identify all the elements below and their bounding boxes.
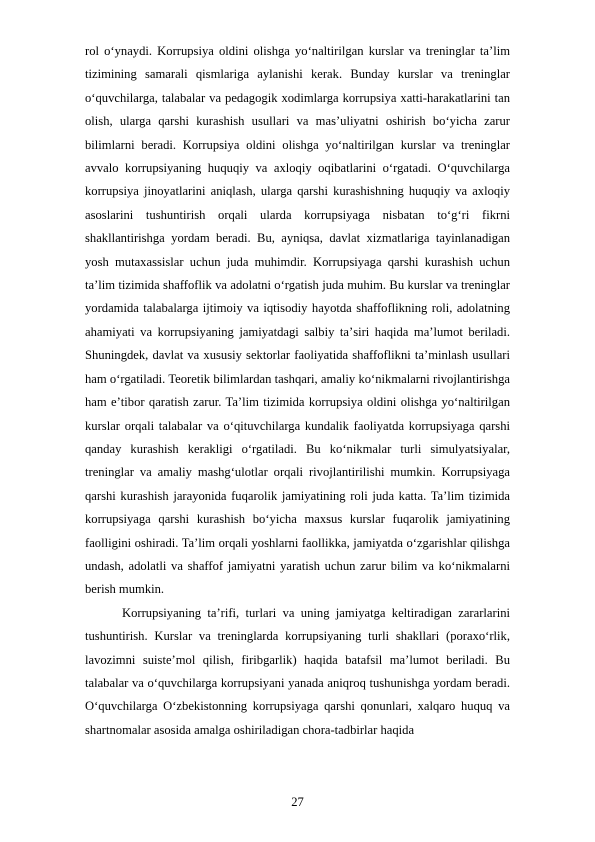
paragraph-continuation: rol oʻynaydi. Korrupsiya oldini olishga yoʻnaltirilgan kurslar va treninglar taʼlim tizimining samarali qismlariga aylanishi kerak. Bunday kurslar va treninglar oʻquvchilarga, talabalar va pedagogik xodimlarga korrupsiya xatti-harakatlarini tan olish, ularga qarshi kurashish usullari va masʼuliyatni oshirish boʻyicha zarur bilimlarni beradi. Korrupsiya oldini olishga yoʻnaltirilgan kurslar va treninglar avvalo korrupsiyaning huquqiy va axloqiy oqibatlarini oʻrgatadi. Oʻquvchilarga korrupsiya jinoyatlarini aniqlash, ularga qarshi kurashishning huquqiy va axloqiy asoslarini tushuntirish orqali ularda korrupsiyaga nisbatan toʻgʻri fikrni shakllantirishga yordam beradi. Bu, ayniqsa, davlat xizmatlariga tayinlanadigan yosh mutaxassislar uchun juda muhimdir. Korrupsiyaga qarshi kurashish uchun taʼlim tizimida shaffoflik va adolatni oʻrgatish juda muhim. Bu kurslar va treninglar yordamida talabalarga ijtimoiy va iqtisodiy hayotda shaffoflikning roli, adolatning ahamiyati va korrupsiyaning jamiyatdagi salbiy taʼsiri haqida maʼlumot beriladi. Shuningdek, davlat va xususiy sektorlar faoliyatida shaffoflikni taʼminlash usullari ham oʻrgatiladi. Teoretik bilimlardan tashqari, amaliy koʻnikmalarni rivojlantirishga ham eʼtibor qaratish zarur. Taʼlim tizimida korrupsiya oldini olishga yoʻnaltirilgan kurslar orqali talabalar va oʻqituvchilarga kundalik faoliyatda korrupsiyaga qarshi qanday kurashish kerakligi oʻrgatiladi. Bu koʻnikmalar turli simulyatsiyalar, treninglar va amaliy mashgʻulotlar orqali rivojlantirilishi mumkin. Korrupsiyaga qarshi kurashish jarayonida fuqarolik jamiyatining roli juda katta. Taʼlim tizimida korrupsiyaga qarshi kurashish boʻyicha maxsus kurslar fuqarolik jamiyatining faolligini oshiradi. Taʼlim orqali yoshlarni faollikka, jamiyatda oʻzgarishlar qilishga undash, adolatli va shaffof jamiyatni yaratish uchun zarur bilim va koʻnikmalarni berish mumkin. — [85, 44, 510, 597]
paragraph-korrupsiya-tarifi: Korrupsiyaning taʼrifi, turlari va uning jamiyatga keltiradigan zararlarini tushuntirish. Kurslar va treninglarda korrupsiyaning turli shakllari (poraxoʻrlik, lavozimni suisteʼmol qilish, firibgarlik) haqida batafsil maʼlumot beriladi. Bu talabalar va oʻquvchilarga korrupsiyani yanada aniqroq tushunishga yordam beradi. Oʻquvchilarga Oʻzbekistonning korrupsiyaga qarshi qonunlari, xalqaro huquq va shartnomalar asosida amalga oshiriladigan chora-tadbirlar haqida — [85, 605, 510, 737]
page-number: 27 — [291, 795, 304, 809]
body-text — [85, 40, 510, 742]
